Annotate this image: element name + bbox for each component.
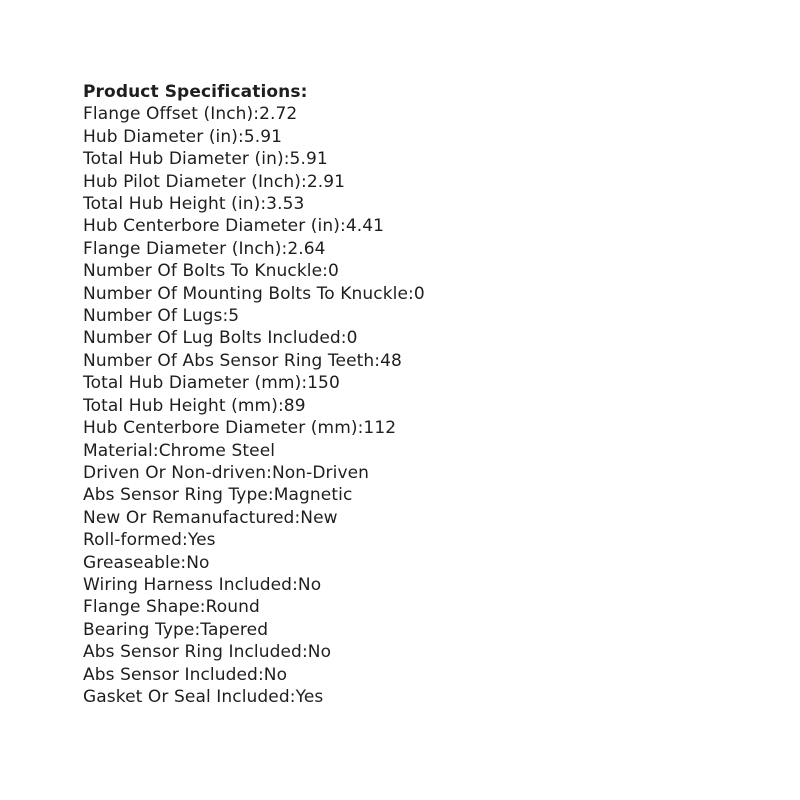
spec-row: [83, 215, 425, 237]
spec-row: [83, 462, 425, 484]
spec-label: New Or Remanufactured: [83, 507, 295, 528]
spec-label: Hub Centerbore Diameter (mm): [83, 418, 358, 439]
spec-value: Non-Driven: [271, 462, 370, 483]
spec-row: [83, 350, 425, 372]
spec-label: Number Of Abs Sensor Ring Teeth: [83, 350, 375, 371]
spec-label: Abs Sensor Ring Type: [83, 485, 268, 506]
spec-label: Flange Shape: [83, 597, 200, 618]
spec-value: Tapered: [200, 619, 269, 640]
spec-value: No: [186, 552, 210, 573]
spec-label: Total Hub Height (in): [83, 194, 261, 215]
spec-value: No: [307, 642, 332, 663]
spec-list: [83, 103, 425, 708]
spec-label: Number Of Lugs: [83, 306, 223, 327]
spec-separator: :: [281, 238, 288, 259]
spec-row: [83, 327, 425, 349]
spec-separator: :: [292, 574, 298, 595]
spec-row: [83, 574, 425, 596]
spec-label: Abs Sensor Included: [83, 664, 258, 685]
spec-row: [83, 619, 425, 641]
spec-label: Material: [83, 440, 153, 461]
spec-value: 150: [307, 373, 340, 394]
spec-separator: :: [182, 530, 188, 551]
spec-value: 89: [283, 395, 306, 416]
spec-separator: :: [301, 642, 308, 663]
spec-value: 4.41: [345, 216, 385, 237]
spec-row: [83, 641, 425, 663]
spec-row: [83, 664, 425, 686]
spec-label: Wiring Harness Included: [83, 574, 293, 595]
spec-row: [83, 552, 425, 574]
spec-separator: :: [237, 126, 244, 147]
spec-label: Hub Centerbore Diameter (in): [83, 216, 340, 237]
spec-row: [83, 484, 425, 506]
spec-separator: :: [283, 149, 290, 170]
spec-value: Magnetic: [273, 485, 353, 506]
spec-row: [83, 305, 425, 327]
spec-value: 5.91: [243, 126, 283, 147]
spec-separator: :: [294, 507, 301, 528]
spec-row: [83, 395, 425, 417]
spec-row: [83, 529, 425, 551]
spec-value: Yes: [187, 530, 216, 551]
spec-value: 3.53: [266, 194, 305, 215]
spec-label: Number Of Bolts To Knuckle: [83, 261, 323, 282]
spec-row: [83, 417, 425, 439]
spec-row: [83, 507, 425, 529]
spec-separator: :: [194, 619, 201, 640]
spec-label: Hub Pilot Diameter (Inch): [83, 171, 301, 192]
spec-separator: :: [152, 440, 159, 461]
spec-label: Abs Sensor Ring Included: [83, 642, 302, 663]
spec-row: [83, 103, 425, 125]
spec-separator: :: [222, 306, 229, 327]
spec-label: Number Of Lug Bolts Included: [83, 328, 341, 349]
spec-value: 5: [228, 306, 240, 327]
spec-label: Hub Diameter (in): [83, 126, 238, 147]
spec-separator: :: [357, 418, 364, 439]
spec-row: [83, 686, 425, 708]
spec-label: Bearing Type: [83, 619, 195, 640]
spec-label: Driven Or Non-driven: [83, 462, 267, 483]
spec-value: 0: [327, 261, 339, 282]
spec-separator: :: [340, 328, 347, 349]
spec-separator: :: [257, 664, 264, 685]
spec-value: 2.64: [287, 238, 326, 259]
spec-section-title: Product Specifications:: [83, 82, 308, 102]
spec-row: [83, 171, 425, 193]
spec-value: 2.91: [306, 171, 346, 192]
spec-separator: :: [301, 373, 308, 394]
spec-value: No: [263, 664, 288, 685]
spec-row: [83, 283, 425, 305]
spec-label: Number Of Mounting Bolts To Knuckle: [83, 283, 409, 304]
spec-row: [83, 238, 425, 260]
spec-row: [83, 372, 425, 394]
spec-separator: :: [180, 552, 187, 573]
spec-value: No: [297, 574, 322, 595]
spec-label: Greaseable: [83, 552, 181, 573]
spec-value: Yes: [295, 686, 324, 707]
spec-row: [83, 148, 425, 170]
spec-separator: :: [301, 171, 307, 192]
spec-label: Roll-formed: [83, 530, 183, 551]
spec-separator: :: [289, 686, 296, 707]
spec-value: New: [300, 507, 338, 528]
spec-separator: :: [253, 104, 260, 125]
spec-row: [83, 260, 425, 282]
spec-row: [83, 596, 425, 618]
spec-value: 0: [346, 328, 358, 349]
spec-separator: :: [322, 261, 328, 282]
spec-block: [83, 81, 425, 708]
spec-label: Total Hub Diameter (mm): [83, 373, 302, 394]
spec-label: Total Hub Height (mm): [83, 395, 278, 416]
spec-separator: :: [266, 462, 272, 483]
spec-value: 5.91: [289, 149, 328, 170]
spec-row: [83, 440, 425, 462]
spec-separator: :: [374, 350, 381, 371]
spec-separator: :: [199, 597, 206, 618]
spec-separator: :: [267, 485, 274, 506]
spec-label: Total Hub Diameter (in): [83, 149, 284, 170]
spec-row: [83, 126, 425, 148]
spec-label: Flange Offset (Inch): [83, 104, 254, 125]
spec-separator: :: [408, 283, 414, 304]
spec-value: 2.72: [259, 104, 298, 125]
spec-separator: :: [260, 194, 267, 215]
spec-value: Chrome Steel: [158, 440, 276, 461]
spec-value: 48: [380, 350, 402, 371]
spec-row: [83, 193, 425, 215]
spec-label: Flange Diameter (Inch): [83, 238, 282, 259]
spec-separator: :: [277, 395, 284, 416]
spec-label: Gasket Or Seal Included: [83, 686, 290, 707]
spec-value: Round: [205, 597, 260, 618]
spec-value: 112: [363, 418, 397, 439]
spec-separator: :: [339, 216, 346, 237]
spec-value: 0: [413, 283, 425, 304]
